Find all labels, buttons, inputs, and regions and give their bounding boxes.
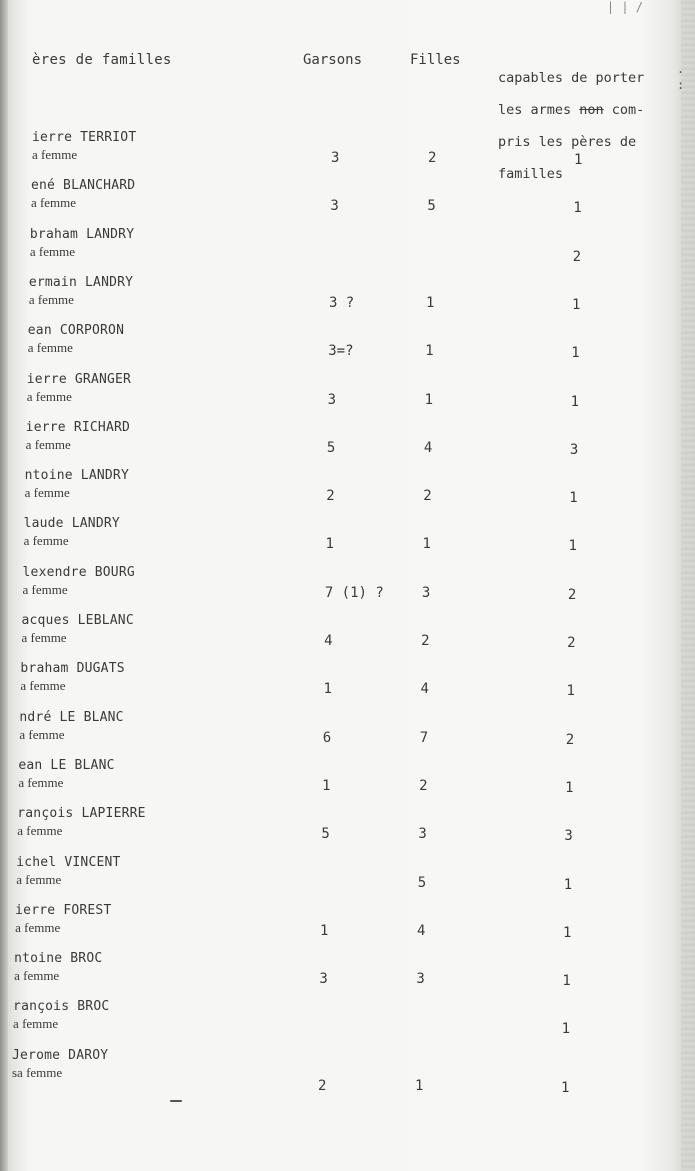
spouse-label: a femme [24, 485, 70, 501]
garsons-count: 5 [321, 826, 330, 843]
filles-count: 5 [417, 874, 427, 891]
father-name: ean LE BLANC [18, 757, 115, 773]
filles-count: 4 [420, 681, 429, 698]
table-row [0, 130, 695, 178]
spouse-label: a femme [29, 243, 76, 259]
filles-count: 3 [418, 826, 427, 843]
table-row [0, 855, 695, 903]
capables-count: 1 [561, 1079, 570, 1096]
filles-count: 2 [421, 633, 430, 649]
father-name: Jerome DAROY [12, 1047, 109, 1063]
filles-count: 2 [423, 488, 432, 505]
table-row [0, 999, 695, 1047]
table-row [0, 372, 695, 420]
header-filles: Filles [410, 52, 461, 68]
father-name: ierre FOREST [15, 902, 112, 918]
capables-count: 2 [565, 731, 575, 748]
father-name: ierre RICHARD [25, 419, 131, 435]
table-row [0, 710, 695, 758]
capables-count: 1 [571, 345, 580, 362]
filles-count: 7 [419, 729, 429, 746]
capables-count: 1 [569, 490, 578, 507]
garsons-count: 6 [322, 729, 332, 746]
header-peres-de-familles: ères de familles [32, 52, 172, 68]
garsons-count: 1 [322, 777, 331, 794]
header-capables-line-1: capables de porter [498, 70, 645, 86]
garsons-count: 1 [325, 536, 334, 553]
capables-count: 1 [563, 924, 572, 941]
capables-count: 1 [571, 296, 581, 313]
garsons-count: 1 [320, 922, 329, 939]
table-row [0, 1048, 695, 1096]
father-name: braham LANDRY [29, 226, 135, 242]
garsons-count: 2 [326, 488, 335, 505]
table-row [0, 227, 695, 275]
spouse-label: a femme [32, 147, 78, 162]
top-mark: | | / [606, 0, 643, 14]
filles-count: 2 [419, 777, 428, 794]
filles-count: 1 [422, 536, 431, 553]
filles-count: 3 [416, 971, 425, 988]
spouse-label: a femme [15, 919, 61, 935]
father-name: ichel VINCENT [16, 854, 121, 870]
spouse-label: a femme [16, 871, 62, 887]
father-name: ené BLANCHARD [30, 178, 136, 194]
father-name: rançois BROC [13, 999, 110, 1015]
table-row [0, 758, 695, 806]
spouse-label: a femme [14, 968, 60, 984]
header-capables-struck-word: non [579, 102, 604, 118]
spouse-label: a femme [17, 823, 63, 839]
father-name: ntoine LANDRY [24, 468, 129, 484]
spouse-label: a femme [26, 388, 72, 404]
spouse-label: a femme [25, 436, 71, 452]
header-capables-line-2b: com- [603, 102, 645, 118]
header-capables-line-3: pris les pères de [498, 134, 637, 150]
table-row [0, 565, 695, 613]
table-row [0, 613, 695, 661]
header-capables-line-2a: les armes [498, 102, 580, 118]
capables-count: 1 [573, 200, 582, 217]
table-row [0, 951, 695, 999]
spouse-label: a femme [30, 195, 77, 211]
capables-count: 1 [566, 683, 575, 700]
pencil-dash-mark [170, 1100, 182, 1102]
table-row [0, 275, 695, 323]
father-name: ierre TERRIOT [32, 130, 137, 145]
garsons-count: 3=? [328, 343, 354, 360]
filles-count: 2 [428, 150, 437, 166]
filles-count: 5 [427, 198, 436, 215]
garsons-count: 3 ? [328, 294, 355, 311]
father-name: rançois LAPIERRE [17, 806, 146, 822]
spouse-label: a femme [28, 291, 74, 307]
header-garsons: Garsons [303, 52, 363, 68]
margin-mark: . [677, 62, 685, 76]
father-name: ermain LANDRY [28, 274, 134, 290]
capables-count: 2 [567, 635, 576, 651]
filles-count: 3 [421, 584, 431, 601]
table-row [0, 516, 695, 564]
father-name: acques LEBLANC [21, 613, 134, 628]
garsons-count: 3 [331, 150, 340, 166]
garsons-count: 7 (1) ? [324, 584, 384, 601]
father-name: ndré LE BLANC [19, 709, 124, 725]
table-row [0, 178, 695, 226]
margin-mark: : [677, 78, 685, 92]
table-row [0, 661, 695, 709]
capables-count: 1 [561, 1021, 571, 1038]
father-name: lexendre BOURG [22, 564, 135, 580]
capables-count: 2 [572, 248, 582, 265]
capables-count: 1 [574, 152, 583, 168]
filles-count: 1 [415, 1077, 424, 1094]
capables-count: 2 [567, 586, 577, 603]
spouse-label: a femme [20, 678, 66, 694]
capables-count: 3 [569, 441, 579, 458]
garsons-count: 2 [318, 1077, 327, 1094]
capables-count: 1 [570, 393, 580, 410]
father-name: ierre GRANGER [26, 371, 132, 387]
garsons-count: 5 [326, 439, 336, 456]
capables-count: 1 [562, 973, 571, 990]
table-row [0, 806, 695, 854]
filles-count: 1 [425, 343, 434, 360]
garsons-count: 3 [319, 971, 328, 988]
garsons-count: 3 [330, 198, 339, 215]
garsons-count: 3 [327, 391, 337, 408]
spouse-label: a femme [23, 533, 69, 549]
capables-count: 1 [565, 779, 574, 796]
spouse-label: a femme [18, 774, 64, 790]
capables-count: 1 [568, 538, 577, 555]
spouse-label: a femme [13, 1016, 59, 1032]
table-row [0, 903, 695, 951]
garsons-count: 1 [323, 681, 332, 698]
spouse-label: a femme [27, 340, 73, 356]
father-name: laude LANDRY [23, 516, 120, 532]
header-capables-line-4: familles [498, 166, 564, 182]
spouse-label: a femme [19, 726, 65, 742]
capables-count: 1 [563, 876, 573, 893]
spouse-label: sa femme [12, 1064, 63, 1080]
spouse-label: a femme [22, 581, 68, 597]
father-name: braham DUGATS [20, 661, 125, 677]
capables-count: 3 [564, 828, 573, 845]
father-name: ntoine BROC [14, 951, 103, 967]
filles-count: 1 [425, 294, 435, 311]
table-row [0, 323, 695, 371]
table-row [0, 420, 695, 468]
header-capables-line-2 [498, 102, 678, 118]
garsons-count: 4 [324, 633, 333, 649]
filles-count: 4 [423, 439, 433, 456]
table-row [0, 468, 695, 516]
spouse-label: a femme [21, 630, 67, 645]
filles-count: 4 [417, 922, 426, 939]
father-name: ean CORPORON [27, 323, 125, 339]
filles-count: 1 [424, 391, 434, 408]
